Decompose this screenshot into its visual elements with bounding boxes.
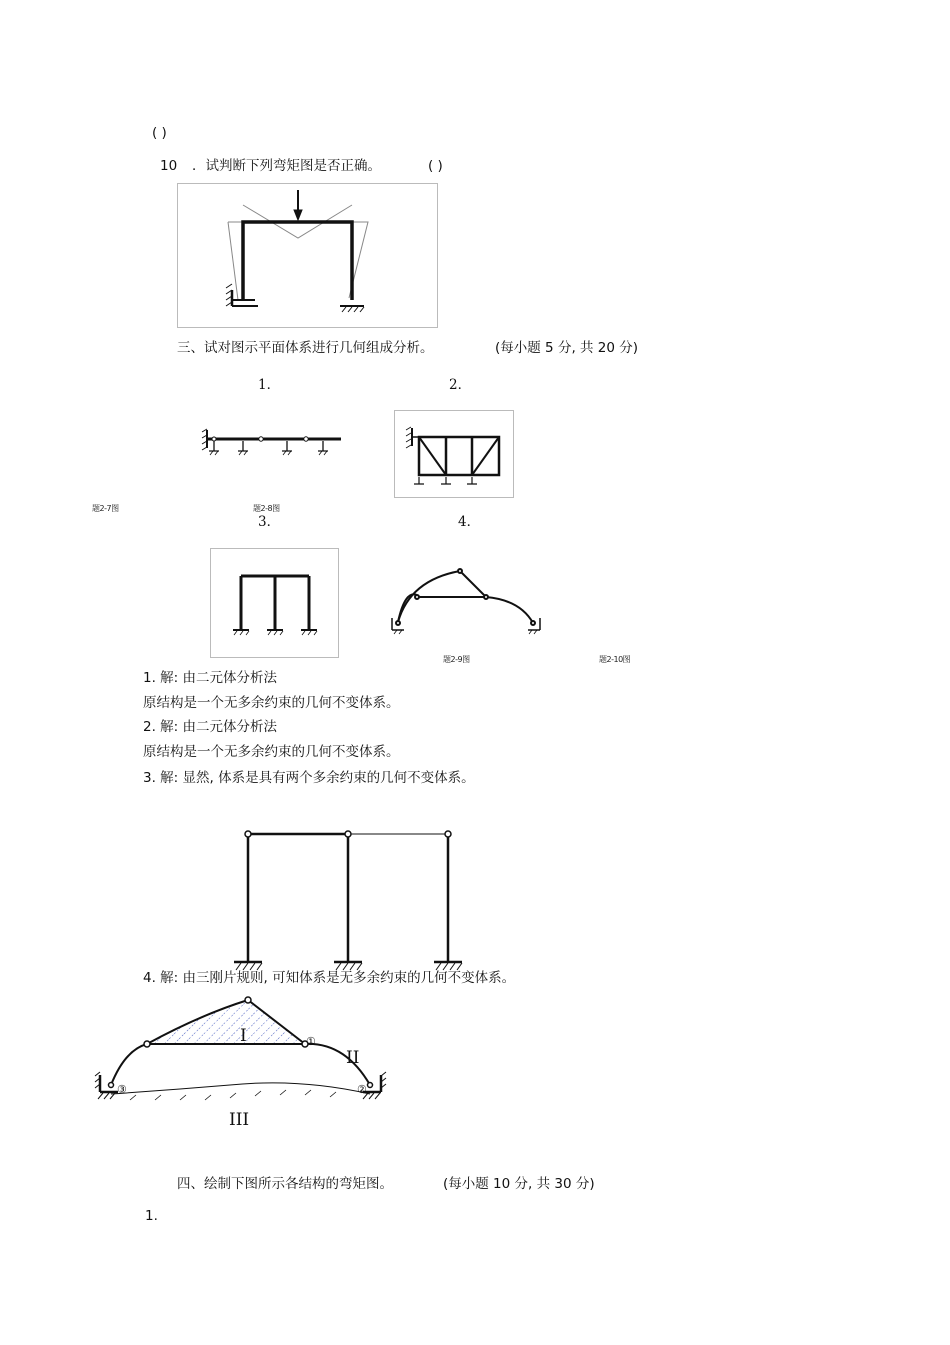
fig-number-1: 1． (258, 377, 281, 393)
answer-paren: ( ) (152, 125, 167, 141)
rigid-body-2-label: II (346, 1048, 360, 1068)
answer-1-label: 1. 解: 由二元体分析法 (143, 670, 278, 686)
caption-fig-2-8: 题2-8图 (253, 504, 280, 513)
fig-number-4: 4． (458, 514, 481, 530)
answer-2-detail: 原结构是一个无多余约束的几何不变体系。 (143, 744, 400, 760)
answer-2-label: 2. 解: 由二元体分析法 (143, 719, 278, 735)
caption-fig-2-10: 题2-10图 (599, 655, 631, 664)
answer-3-label: 3. 解: 显然, 体系是具有两个多余约束的几何不变体系。 (143, 770, 475, 786)
section3-title: 三、试对图示平面体系进行几何组成分析。 (177, 340, 434, 356)
hinge-2-label: ② (357, 1083, 367, 1096)
answer-1-detail: 原结构是一个无多余约束的几何不变体系。 (143, 695, 400, 711)
rigid-body-3-label: III (229, 1110, 250, 1130)
q10-number: 10 (160, 158, 178, 174)
hinge-3-label: ③ (117, 1083, 127, 1096)
answer-4-label: 4. 解: 由三刚片规则, 可知体系是无多余约束的几何不变体系。 (143, 970, 516, 986)
caption-fig-2-9: 题2-9图 (443, 655, 470, 664)
section4-score: (每小题 10 分, 共 30 分) (443, 1176, 595, 1192)
section3-score: (每小题 5 分, 共 20 分) (495, 340, 639, 356)
hinge-1-label: ① (306, 1035, 316, 1048)
item-1-number: 1. (145, 1208, 158, 1224)
rigid-body-1-label: I (240, 1026, 247, 1046)
caption-fig-2-7: 题2-7图 (92, 504, 119, 513)
q10-text: ．试判断下列弯矩图是否正确。 (192, 158, 381, 174)
fig-number-3: 3． (258, 514, 281, 530)
q10-paren: ( ) (428, 158, 443, 174)
fig-number-2: 2． (449, 377, 472, 393)
section4-title: 四、绘制下图所示各结构的弯矩图。 (177, 1176, 393, 1192)
